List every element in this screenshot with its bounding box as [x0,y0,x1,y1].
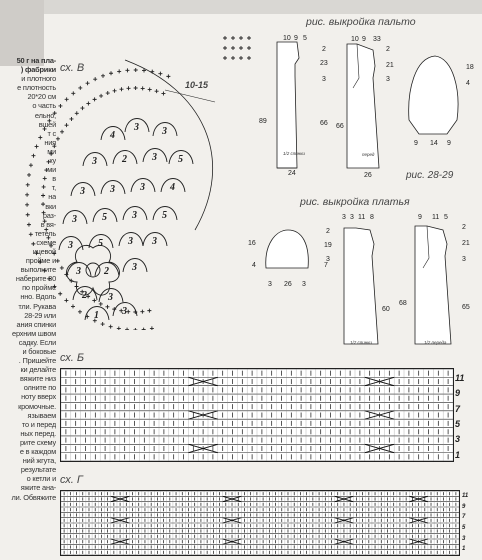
stitch-mark [41,202,45,206]
stitch-mark [78,86,82,90]
dress-back-caption: 1/2 спинки [350,340,372,345]
dress-pattern-title: рис. выкройка платья [300,196,410,208]
stitch-mark [223,56,227,60]
stitch-mark [34,251,38,255]
figure-reference: рис. 28-29 [406,170,454,181]
instruction-line: о кетли и [26,474,56,484]
motif-number: 3 [152,236,157,247]
motif-number: 5 [162,210,167,221]
stitch-mark [117,327,121,330]
stitch-mark [75,111,79,115]
motif-number: 4 [170,182,175,193]
coat-front-caption: перед [362,152,375,157]
instruction-line: 20*20 см [27,92,56,102]
stitch-mark [223,46,227,50]
stitch-mark [49,152,53,156]
coat-back-dim: 66 [320,120,328,127]
coat-front-dim: 33 [373,36,381,43]
stitch-mark [166,74,170,78]
instruction-line: т, [51,183,56,193]
coat-front-dim: 21 [386,62,394,69]
instruction-line: схеме [36,237,56,247]
stitch-mark [47,119,51,123]
instruction-line: ноту вверх [21,392,56,402]
instruction-line: т с [47,128,56,138]
instruction-line: ли. Обвяжите [11,492,56,502]
stitch-mark [27,173,31,177]
stitch-mark [239,36,243,40]
coat-sleeve-dim: 4 [466,80,470,87]
coat-back-caption: 1/2 спинки [283,151,305,156]
dress-sleeve-dim: 4 [252,262,256,269]
stitch-mark [155,89,159,93]
row-number: 1 [462,546,466,553]
stitch-mark [43,219,47,223]
coat-front-dim: 66 [336,123,344,130]
motif-number: 3 [132,210,137,221]
motif-number: 3 [132,262,137,273]
motif-number: 3 [122,306,127,317]
stitch-mark [26,183,30,187]
stitch-mark [239,56,243,60]
cable-cross [188,411,217,419]
instruction-line: е в каждом [19,447,56,457]
stitch-mark [101,322,105,326]
stitch-mark [27,223,31,227]
coat-back-dim: 24 [288,170,296,177]
instruction-line: тетель [34,228,56,238]
instruction-line: на [48,192,56,202]
stitch-mark [247,36,251,40]
dress-front-caption: 1/2 переда [424,340,447,345]
instruction-line: нно. Вдоль [20,292,56,302]
dress-front-dim: 21 [462,240,470,247]
motif-number: 2 [82,290,87,301]
stitch-mark [231,36,235,40]
coat-sleeve-dim: 9 [414,140,418,147]
motif-number: 3 [152,152,157,163]
motif-number: 5 [178,154,183,165]
stitch-mark [29,163,33,167]
stitch-mark [52,251,56,255]
stitch-mark [25,193,29,197]
motif-number: 3 [108,292,113,303]
coat-back-dim: 23 [320,60,328,67]
stitch-mark [158,72,162,76]
coat-front-dim: 9 [362,36,366,43]
coat-sleeve-dim: 18 [466,64,474,71]
stitch-mark [56,137,60,141]
instruction-line: язываем [27,410,56,420]
knit-chart-1 [60,368,454,462]
stitch-mark [127,86,131,90]
row-number: 3 [455,434,461,445]
coat-back-dim: 3 [322,76,326,83]
scheme-b-label: сх. В [60,62,85,74]
instruction-line: по пройме [22,283,56,293]
stitch-mark [231,46,235,50]
row-number: 5 [462,525,466,531]
stitch-mark [31,154,35,158]
stitch-mark [47,160,51,164]
instruction-line: вяжите низ [20,374,56,384]
coat-front-pattern [335,38,395,188]
stitch-mark [142,328,146,330]
motif-number: 3 [110,184,115,195]
stitch-mark [65,97,69,101]
header-strip [0,0,482,14]
motif-number: 2 [104,266,109,277]
stitch-mark [148,87,152,91]
instruction-line: ных перед. [20,428,56,438]
coat-back-pattern [255,38,315,188]
instruction-line: кромочные. [18,401,56,411]
stitch-mark [42,211,46,215]
row-number: 5 [455,419,461,429]
row-number: 9 [462,503,466,510]
stitch-mark [247,46,251,50]
motif-number: 3 [128,236,133,247]
instruction-line: ания спинки [16,319,56,329]
dress-front-dim: 3 [462,256,466,263]
stitch-mark [69,117,73,121]
instruction-line: садку. Если [18,337,56,347]
coat-back-dim: 89 [259,118,267,125]
motif-number: 5 [98,238,103,249]
instruction-line: в [52,174,56,184]
stitch-mark [92,298,96,302]
motif-number: 2 [122,154,127,165]
dress-front-dim: 11 [432,214,440,221]
stitch-mark [140,310,144,314]
dress-back-dim: 11 [358,214,366,221]
stitch-mark [78,310,82,314]
coat-front-dim: 2 [386,46,390,53]
stitch-mark [239,46,243,50]
motif-number: 5 [102,212,107,223]
stitch-mark [109,71,113,75]
stitch-mark [86,81,90,85]
motif-number: 4 [110,130,115,141]
stitch-mark [60,266,64,270]
instruction-line: 28-29 или [24,310,56,320]
instruction-line: выполните [20,265,56,275]
stitch-mark [106,91,110,95]
dress-back-dim: 3 [350,214,354,221]
stitch-mark [125,328,129,330]
instruction-line: олните по [23,383,56,393]
crochet-motif-diagram [25,30,255,330]
knit-chart-2 [60,490,460,556]
instruction-line: ельно, [34,110,56,120]
motif-number: 3 [68,240,73,251]
stitch-mark [56,259,60,263]
stitch-mark [147,309,151,313]
dress-back-dim: 19 [324,242,332,249]
motif-number: 3 [162,126,167,137]
instruction-line: то и перед [21,419,56,429]
coat-front-dim: 26 [364,172,372,179]
stitch-mark [125,68,129,72]
coat-back-dim: 5 [303,35,307,42]
stitch-mark [105,305,109,309]
stitch-mark [46,236,50,240]
stitch-mark [64,298,68,302]
stitch-mark [58,292,62,296]
coat-front-dim: 10 [351,36,359,43]
stitch-mark [223,36,227,40]
stitch-mark [52,144,56,148]
stitch-mark [101,74,105,78]
instruction-line: в вя- [40,219,56,229]
dress-front-dim: 9 [418,214,422,221]
stitch-mark [38,136,42,140]
stitch-mark [43,176,47,180]
dress-sleeve-dim: 3 [302,281,306,288]
stitch-mark [42,269,46,273]
coat-back-dim: 10 [283,35,291,42]
instruction-line: ) фабрики [20,65,56,75]
cable-cross [365,377,394,385]
coat-sleeve-pattern [405,50,465,140]
scheme-v-label: сх. Б [60,352,85,364]
stitch-mark [99,302,103,306]
instruction-line: и плотного [21,74,56,84]
row-number: 9 [455,388,461,399]
coat-front-dim: 3 [386,76,390,83]
dress-back-pattern [330,222,390,352]
stitch-mark [113,89,117,93]
instruction-line: о часть [32,101,56,111]
instruction-line: вки [45,201,56,211]
dress-sleeve-pattern [262,226,312,276]
scheme-g-label: сх. Г [60,474,83,486]
stitch-mark [35,144,39,148]
stitch-mark [25,203,29,207]
stitch-mark [161,91,165,95]
stitch-mark [99,94,103,98]
stitch-mark [231,56,235,60]
stitch-mark [52,285,56,289]
dress-front-dim: 5 [444,214,448,221]
dress-front-dim: 2 [462,224,466,231]
instruction-line: ний жгута, [22,456,56,466]
instruction-line: . Пришейте [18,356,56,366]
instruction-line: и боковые [22,347,56,356]
row-number: 3 [462,535,466,542]
cable-cross [188,377,217,385]
motif-number: 1 [94,310,99,321]
motif-number: 3 [72,214,77,225]
dress-back-dim: 7 [324,262,328,269]
instruction-line: ицевой [32,246,56,256]
instruction-line: ерхним швом [12,328,56,338]
row-number: 11 [455,373,465,383]
stitch-mark [31,242,35,246]
dress-sleeve-dim: 3 [268,281,272,288]
stitch-mark [80,106,84,110]
coat-back-dim: 2 [322,46,326,53]
stitch-mark [247,56,251,60]
row-number: 7 [455,403,461,414]
stitch-mark [26,213,30,217]
stitch-mark [134,86,138,90]
stitch-mark [47,277,51,281]
row-number: 7 [462,514,466,521]
instruction-line: результате [20,465,56,475]
stitch-mark [29,232,33,236]
stitch-mark [41,194,45,198]
coat-sleeve-dim: 9 [447,140,451,147]
instruction-line: рите схему [20,437,56,447]
instruction-line: ку [49,156,56,166]
dress-back-dim: 2 [326,228,330,235]
instruction-line: тли. Рукава [18,301,56,311]
instruction-line: ки делайте [20,365,56,375]
stitch-mark [58,104,62,108]
stitch-mark [44,168,48,172]
coat-pattern-title: рис. выкройка пальто [306,16,416,28]
coat-sleeve-dim: 14 [430,140,438,147]
instruction-line: раз- [42,210,56,220]
stitch-mark [150,326,154,330]
motif-number: 3 [80,186,85,197]
cable-cross [365,411,394,419]
dress-back-dim: 3 [326,256,330,263]
motif-number: 3 [76,266,81,277]
motif-number: 3 [140,182,145,193]
stitch-mark [60,130,64,134]
instruction-line: наберите 80 [15,274,56,284]
coat-back-dim: 9 [294,35,298,42]
stitch-mark [93,97,97,101]
stitch-mark [93,77,97,81]
instruction-line: е плотность [17,83,56,93]
instruction-line: яжите ана- [20,483,56,493]
stitch-mark [44,228,48,232]
scheme-b-rows-label: 10-15 [185,80,209,90]
stitch-mark [134,68,138,72]
stitch-mark [43,127,47,131]
instruction-line: ми [47,146,56,156]
instruction-line: ния [44,137,56,147]
cable-cross [188,444,217,452]
stitch-mark [71,304,75,308]
dress-sleeve-dim: 26 [284,281,292,288]
stitch-mark [120,87,124,91]
dress-back-dim: 3 [342,214,346,221]
stitch-mark [141,86,145,90]
stitch-mark [42,185,46,189]
dress-front-dim: 68 [399,300,407,307]
dress-front-pattern [405,222,465,352]
stitch-mark [49,244,53,248]
dress-back-dim: 8 [370,214,374,221]
instruction-line: вшей [38,119,56,129]
stitch-mark [71,91,75,95]
cable-cross [365,444,394,452]
motif-number: 3 [134,122,139,133]
dress-front-dim: 65 [462,304,470,311]
stitch-mark [117,69,121,73]
motif-number: 3 [92,156,97,167]
stitch-mark [38,260,42,264]
dress-back-dim: 60 [382,306,390,313]
stitch-mark [86,101,90,105]
stitch-mark [53,111,57,115]
stitch-mark [65,123,69,127]
row-number: 11 [462,493,469,499]
stitch-mark [109,325,113,329]
row-number: 1 [455,449,461,460]
instruction-line: пройме и [25,256,56,266]
instruction-line: 50 г на пла- [16,56,56,65]
instruction-line: ми [47,165,56,175]
dress-sleeve-dim: 16 [248,240,256,247]
stitch-mark [133,328,137,330]
